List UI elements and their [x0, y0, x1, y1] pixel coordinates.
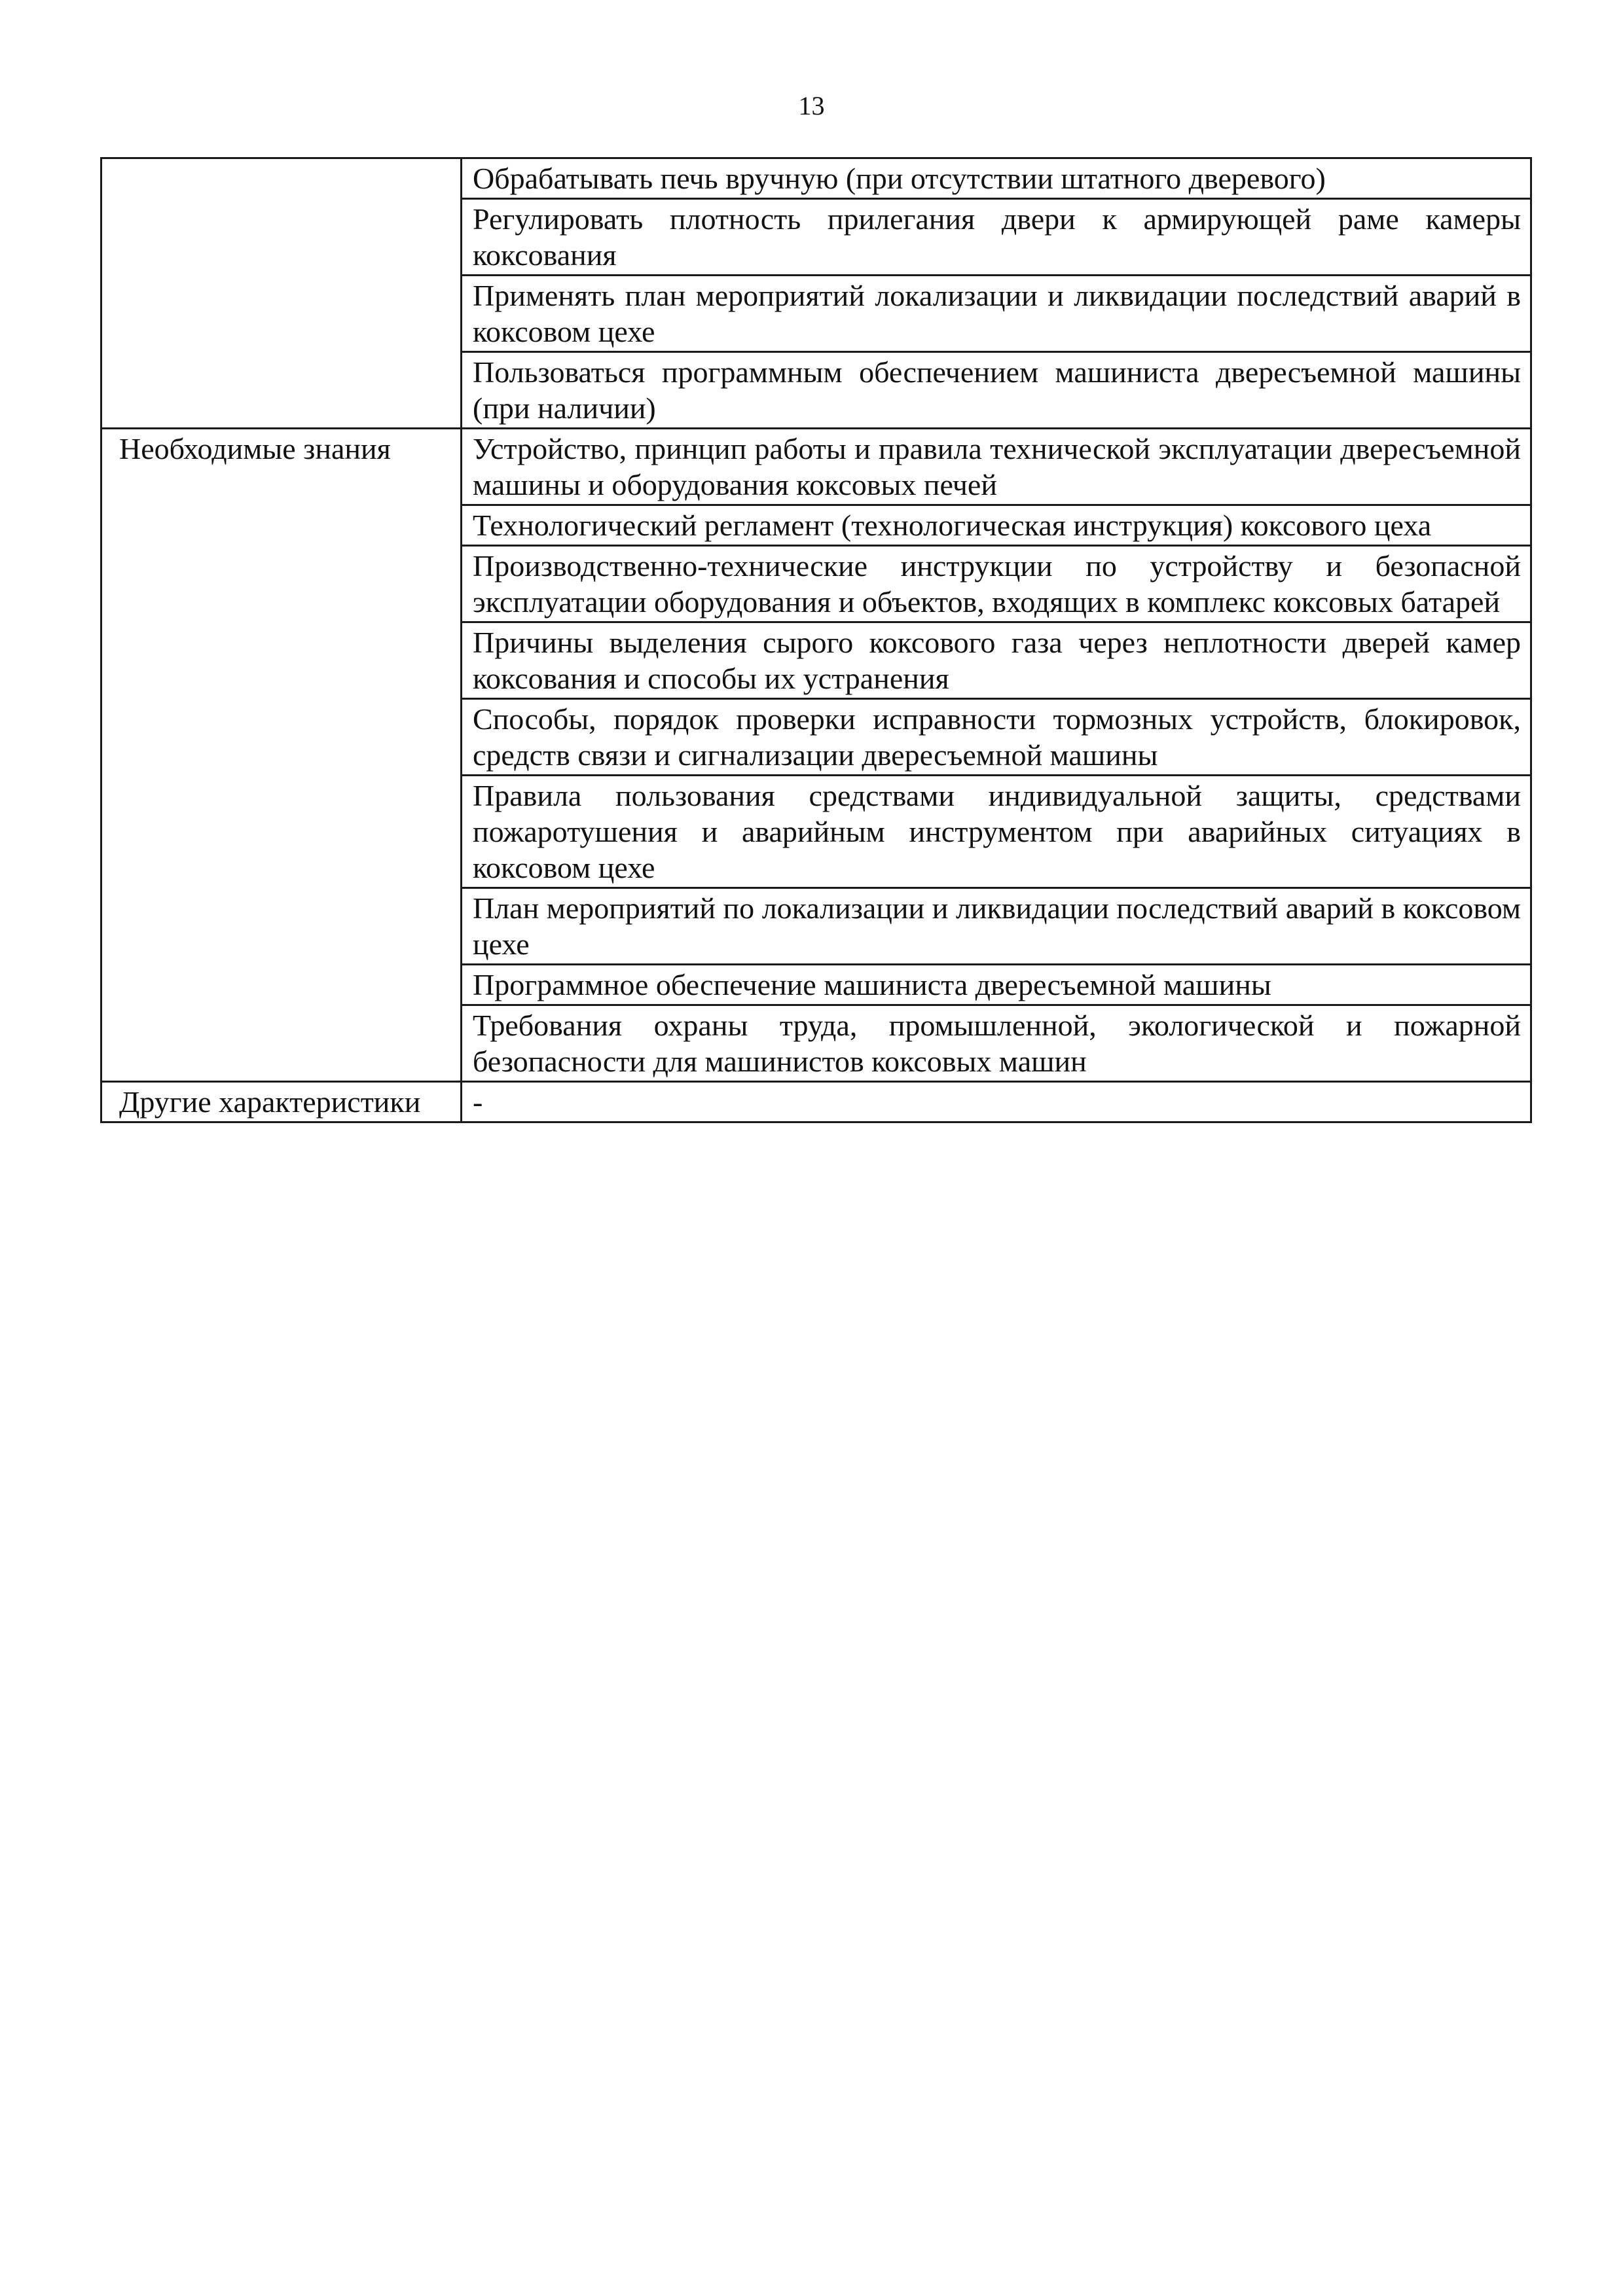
- knowledge-item: Способы, порядок проверки исправности тормозных устройств, блокировок, средств связи и сигнализации двересъемной машины: [462, 699, 1531, 776]
- knowledge-item: Программное обеспечение машиниста двересъемной машины: [462, 965, 1531, 1005]
- table-row: [101, 1082, 1531, 1122]
- skill-item: Регулировать плотность прилегания двери к армирующей раме камеры коксования: [462, 199, 1531, 276]
- knowledge-item: Правила пользования средствами индивидуальной защиты, средствами пожаротушения и аварийным инструментом при аварийных ситуациях в коксовом цехе: [462, 776, 1531, 888]
- job-requirements-table: [100, 157, 1532, 1123]
- knowledge-item: Производственно-технические инструкции по устройству и безопасной эксплуатации оборудования и объектов, входящих в комплекс коксовых батарей: [462, 546, 1531, 622]
- other-value-cell: -: [462, 1082, 1531, 1122]
- skills-label-cell: [101, 158, 462, 429]
- skill-item: Пользоваться программным обеспечением машиниста двересъемной машины (при наличии): [462, 352, 1531, 429]
- skill-item: Применять план мероприятий локализации и ликвидации последствий аварий в коксовом цехе: [462, 276, 1531, 352]
- knowledge-label-cell: Необходимые знания: [101, 429, 462, 1082]
- knowledge-item: План мероприятий по локализации и ликвидации последствий аварий в коксовом цехе: [462, 888, 1531, 965]
- knowledge-item: Технологический регламент (технологическая инструкция) коксового цеха: [462, 505, 1531, 546]
- knowledge-item: Причины выделения сырого коксового газа через неплотности дверей камер коксования и способы их устранения: [462, 622, 1531, 699]
- table-row: [101, 158, 1531, 199]
- skill-item: Обрабатывать печь вручную (при отсутствии штатного дверевого): [462, 158, 1531, 199]
- knowledge-item: Устройство, принцип работы и правила технической эксплуатации двересъемной машины и оборудования коксовых печей: [462, 429, 1531, 505]
- knowledge-item: Требования охраны труда, промышленной, экологической и пожарной безопасности для машинистов коксовых машин: [462, 1005, 1531, 1082]
- page-number: 13: [798, 91, 825, 120]
- other-label-cell: Другие характеристики: [101, 1082, 462, 1122]
- table-row: [101, 429, 1531, 505]
